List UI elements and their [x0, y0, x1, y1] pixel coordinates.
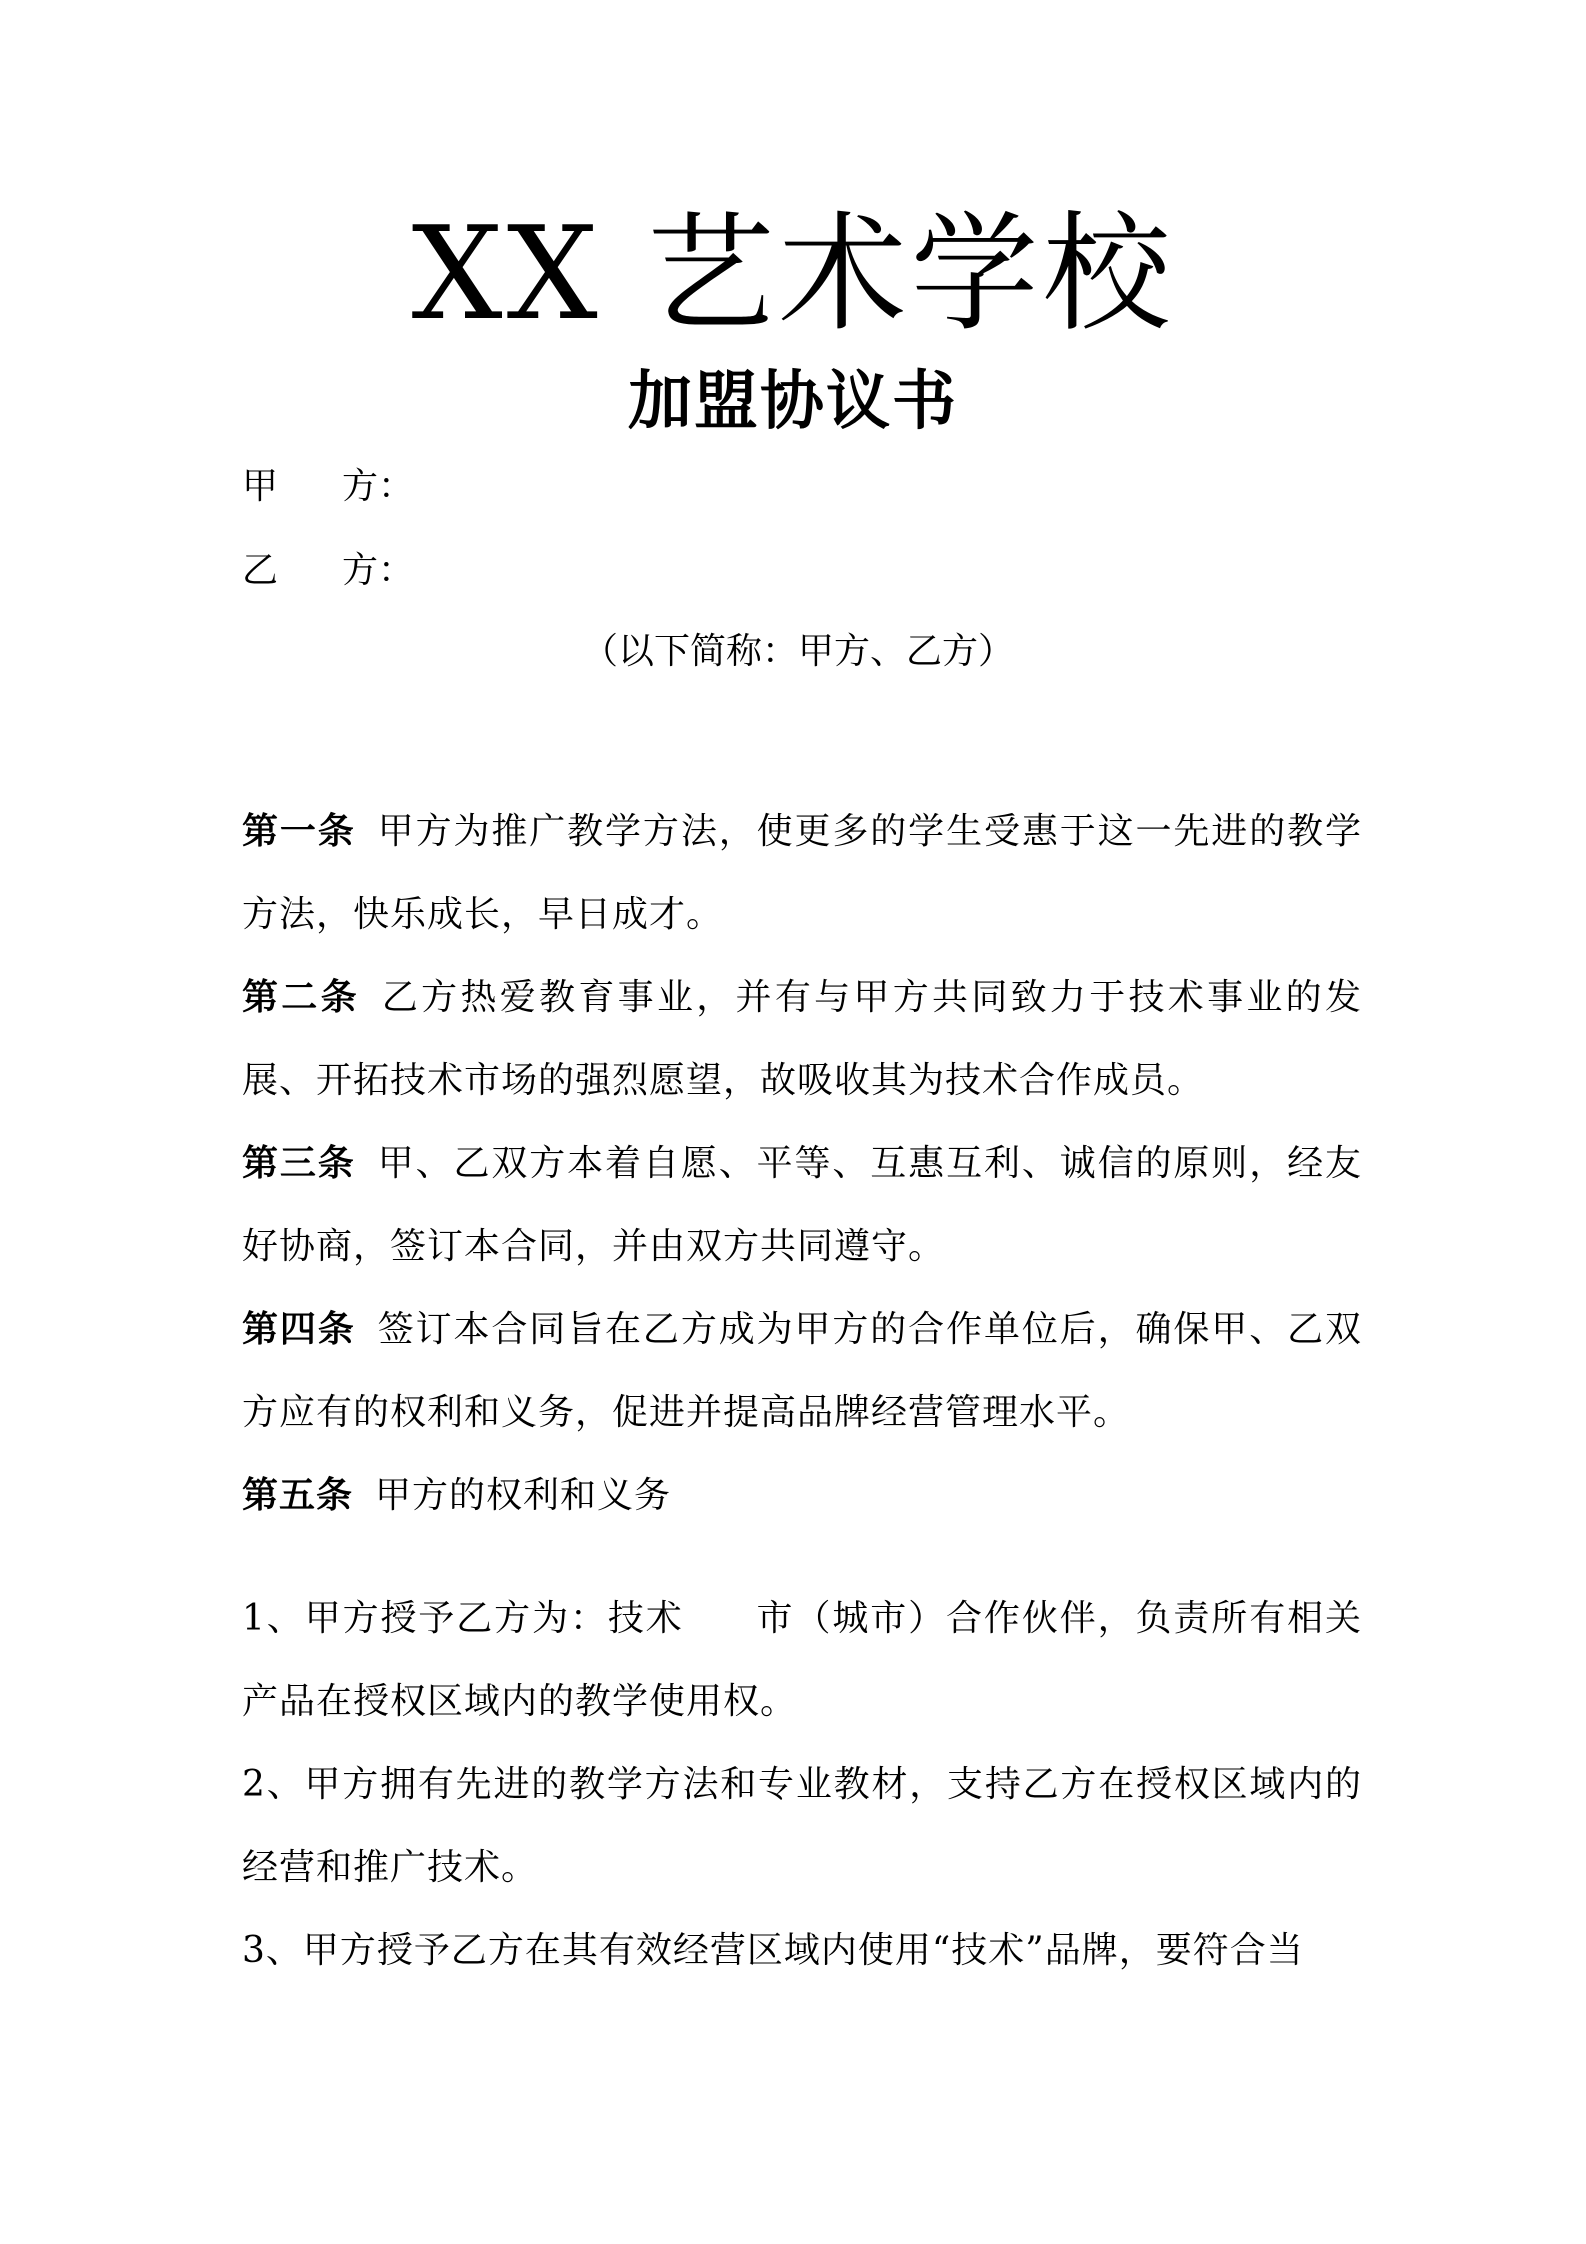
document-subtitle: 加盟协议书 [628, 364, 958, 439]
article-3-text: 甲、乙双方本着自愿、平等、互惠互利、诚信的原则，经友好协商，签订本合同，并由双方共同遵守。 [242, 1143, 1362, 1267]
clause-1 [242, 1577, 1362, 1743]
document-title: XX 艺术学校 [411, 200, 1175, 349]
article-4-text: 签订本合同旨在乙方成为甲方的合作单位后，确保甲、乙双方应有的权利和义务，促进并提高品牌经营管理水平。 [242, 1309, 1362, 1433]
party-b-line [242, 547, 414, 595]
article-1-label: 第一条 [242, 810, 356, 852]
article-2-text: 乙方热爱教育事业，并有与甲方共同致力于技术事业的发展、开拓技术市场的强烈愿望，故吸收其为技术合作成员。 [242, 977, 1362, 1101]
article-3 [242, 1122, 1362, 1288]
article-5-text: 甲方的权利和义务 [375, 1475, 672, 1516]
clause-1-part2: 市（城市）合作伙伴，负责所有相关产品在授权区域内的教学使用权。 [242, 1598, 1362, 1722]
party-a-suffix: 方： [342, 466, 415, 507]
article-5-label: 第五条 [242, 1474, 354, 1516]
article-3-label: 第三条 [242, 1142, 356, 1184]
article-2 [242, 956, 1362, 1122]
abbreviation-note: （以下简称：甲方、乙方） [581, 631, 1014, 672]
article-1-text: 甲方为推广教学方法，使更多的学生受惠于这一先进的教学方法，快乐成长，早日成才。 [242, 811, 1362, 935]
article-1 [242, 790, 1362, 956]
clause-2: 2、甲方拥有先进的教学方法和专业教材，支持乙方在授权区域内的经营和推广技术。 [242, 1764, 1362, 1888]
party-b-label: 乙 [242, 550, 279, 591]
article-2-label: 第二条 [242, 976, 360, 1018]
article-5 [242, 1454, 1362, 1537]
party-a-line [242, 463, 414, 511]
clause-1-part1: 1、甲方授予乙方为：技术 [242, 1598, 684, 1639]
party-b-suffix: 方： [342, 550, 415, 591]
party-a-label: 甲 [242, 466, 279, 507]
article-4 [242, 1288, 1362, 1454]
article-4-label: 第四条 [242, 1308, 356, 1350]
document-body [242, 790, 1362, 1992]
clause-3: 3、甲方授予乙方在其有效经营区域内使用“技术”品牌，要符合当 [242, 1930, 1304, 1971]
